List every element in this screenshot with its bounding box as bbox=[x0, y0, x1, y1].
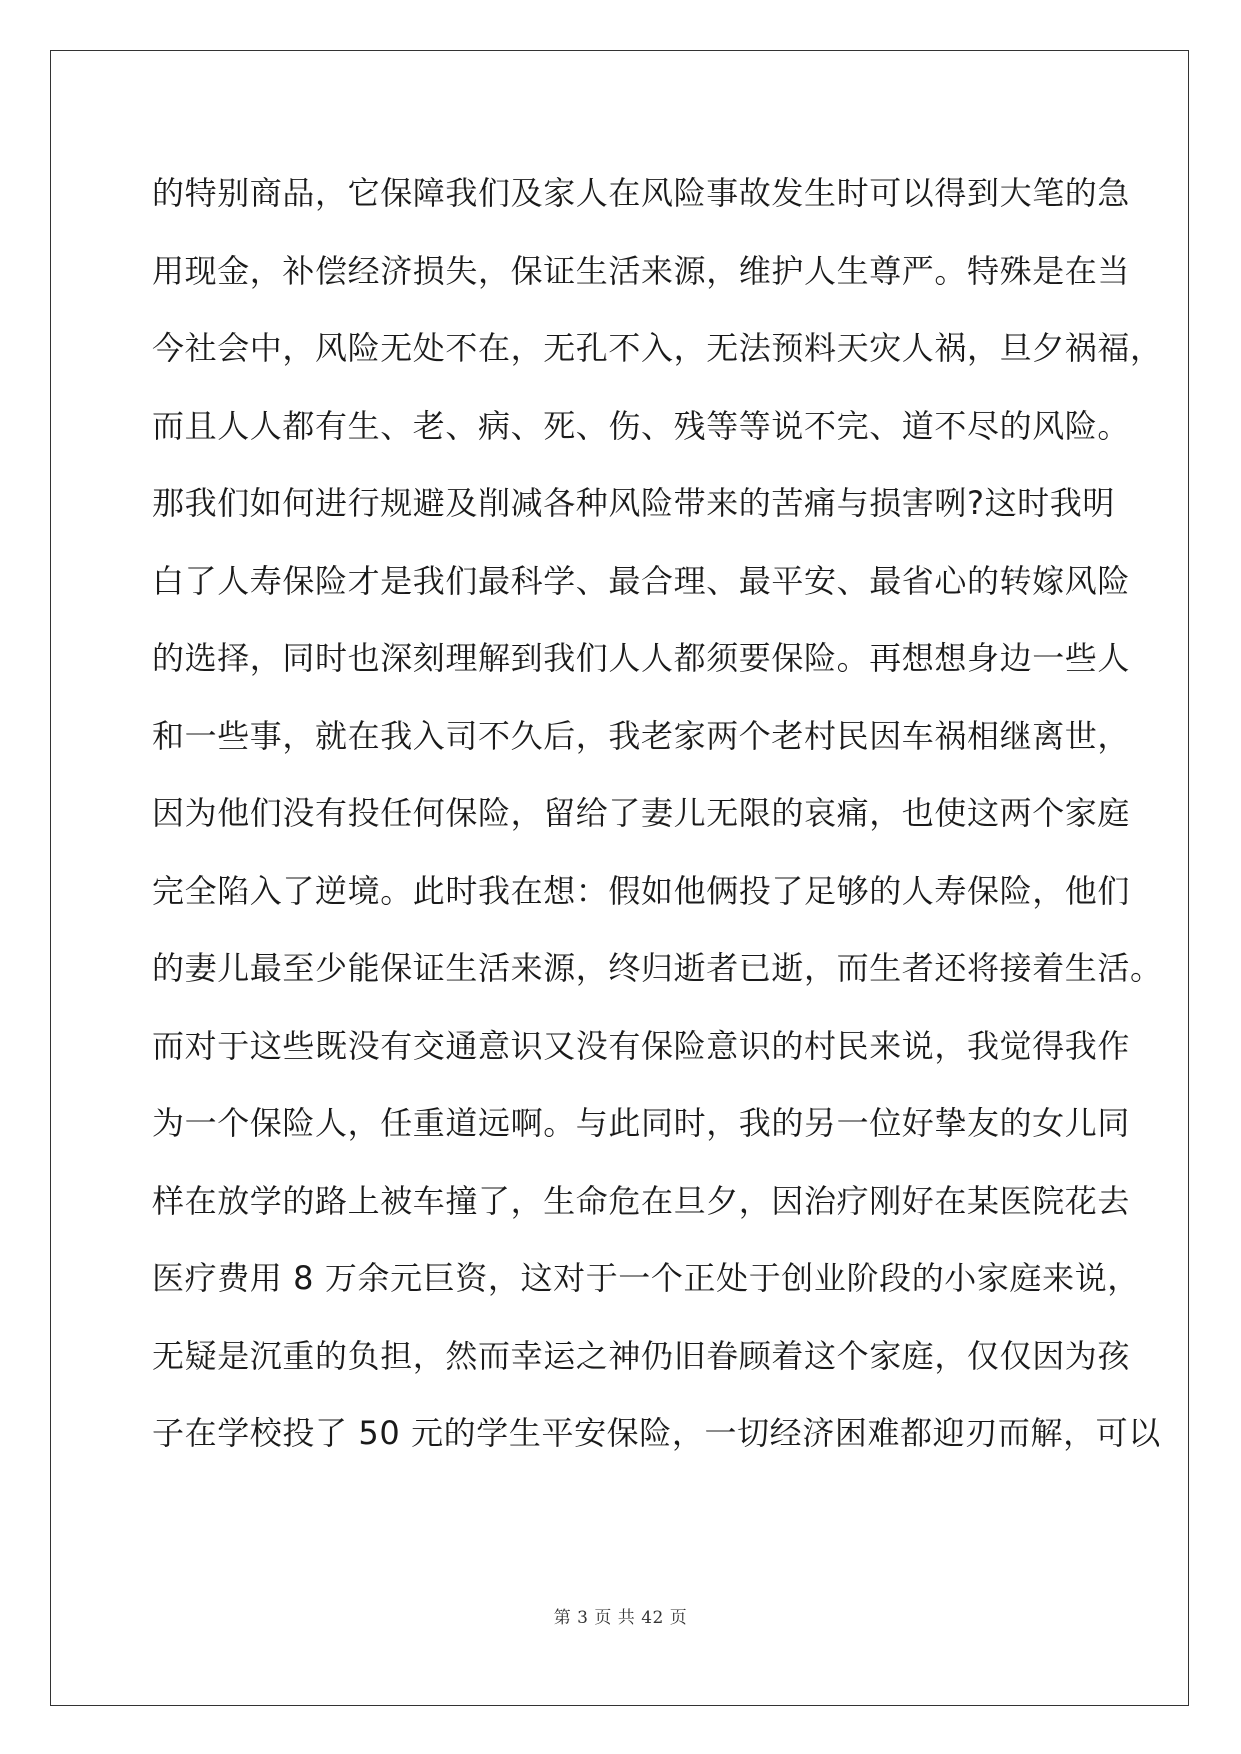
text-line: 因为他们没有投任何保险，留给了妻儿无限的哀痛，也使这两个家庭 bbox=[152, 794, 1131, 832]
text-line: 医疗费用 8 万余元巨资，这对于一个正处于创业阶段的小家庭来说， bbox=[152, 1259, 1140, 1297]
page-number-footer: 第 3 页 共 42 页 bbox=[553, 1608, 688, 1628]
text-line: 无疑是沉重的负担，然而幸运之神仍旧眷顾着这个家庭，仅仅因为孩 bbox=[152, 1336, 1131, 1375]
text-line: 用现金，补偿经济损失，保证生活来源，维护人生尊严。特殊是在当 bbox=[152, 251, 1131, 290]
text-line: 完全陷入了逆境。此时我在想：假如他俩投了足够的人寿保险，他们 bbox=[152, 871, 1131, 910]
text-line: 今社会中，风险无处不在，无孔不入，无法预料天灾人祸，旦夕祸福， bbox=[152, 329, 1163, 367]
text-line: 而且人人都有生、老、病、死、伤、残等等说不完、道不尽的风险。 bbox=[152, 406, 1131, 445]
text-line: 的选择，同时也深刻理解到我们人人都须要保险。再想想身边一些人 bbox=[152, 639, 1131, 677]
text-line: 而对于这些既没有交通意识又没有保险意识的村民来说，我觉得我作 bbox=[152, 1026, 1131, 1065]
text-line: 样在放学的路上被车撞了，生命危在旦夕，因治疗刚好在某医院花去 bbox=[152, 1181, 1131, 1220]
document-body bbox=[152, 160, 1163, 1478]
text-line: 的妻儿最至少能保证生活来源，终归逝者已逝，而生者还将接着生活。 bbox=[152, 949, 1163, 987]
text-line: 和一些事，就在我入司不久后，我老家两个老村民因车祸相继离世， bbox=[152, 716, 1131, 755]
text-line: 为一个保险人，任重道远啊。与此同时，我的另一位好挚友的女儿同 bbox=[152, 1104, 1131, 1142]
text-line: 白了人寿保险才是我们最科学、最合理、最平安、最省心的转嫁风险 bbox=[152, 561, 1131, 600]
text-line: 子在学校投了 50 元的学生平安保险，一切经济困难都迎刃而解，可以 bbox=[152, 1414, 1161, 1452]
text-line: 那我们如何进行规避及削减各种风险带来的苦痛与损害咧?这时我明 bbox=[152, 484, 1115, 522]
text-line: 的特别商品，它保障我们及家人在风险事故发生时可以得到大笔的急 bbox=[152, 174, 1131, 212]
